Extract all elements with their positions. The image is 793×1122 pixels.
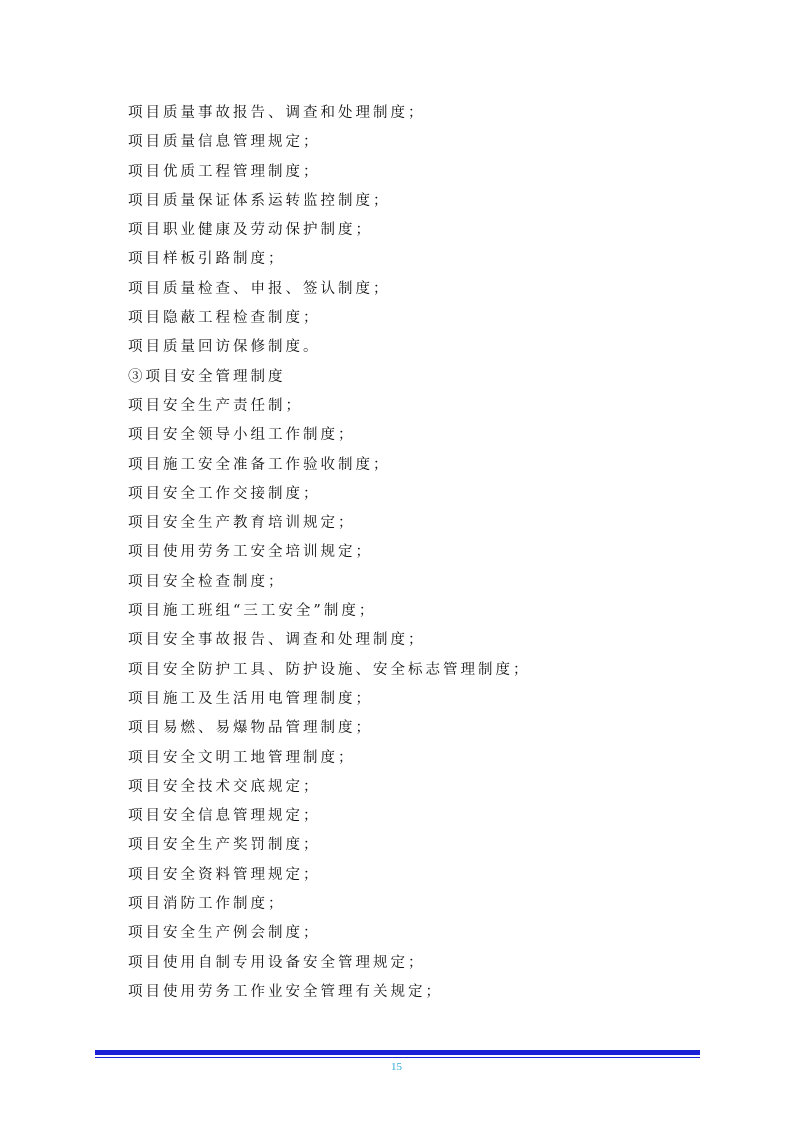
text-line: 项目安全生产教育培训规定； — [128, 515, 356, 532]
text-line: 项目安全信息管理规定； — [128, 808, 321, 825]
text-line: 项目质量事故报告、调查和处理制度； — [128, 105, 426, 121]
text-line: 项目使用劳务工作业安全管理有关规定； — [128, 983, 443, 1000]
text-line: 项目质量检查、申报、签认制度； — [128, 280, 391, 297]
text-line: 项目施工班组“三工安全”制度； — [128, 603, 377, 620]
page-number: 15 — [391, 1061, 402, 1073]
text-line: 项目使用劳务工安全培训规定； — [128, 544, 373, 561]
text-line: 项目施工安全准备工作验收制度； — [128, 456, 391, 473]
section-heading: ③项目安全管理制度 — [128, 368, 286, 385]
text-line: 项目安全工作交接制度； — [128, 485, 321, 502]
text-line: 项目安全文明工地管理制度； — [128, 749, 356, 766]
text-line: 项目安全生产责任制； — [128, 397, 303, 414]
text-line: 项目消防工作制度； — [128, 896, 286, 913]
body-text — [128, 99, 708, 1007]
text-line: 项目安全技术交底规定； — [128, 778, 321, 795]
text-line: 项目安全领导小组工作制度； — [128, 427, 356, 444]
text-line: 项目易燃、易爆物品管理制度； — [128, 720, 373, 737]
text-line: 项目质量信息管理规定； — [128, 134, 321, 151]
text-line: 项目样板引路制度； — [128, 251, 286, 268]
text-line: 项目职业健康及劳动保护制度； — [128, 222, 373, 239]
text-line: 项目安全生产奖罚制度； — [128, 837, 321, 854]
text-line: 项目安全防护工具、防护设施、安全标志管理制度； — [128, 661, 531, 678]
footer-rule — [95, 1050, 700, 1055]
text-line: 项目安全事故报告、调查和处理制度； — [128, 632, 426, 649]
text-line: 项目安全检查制度； — [128, 573, 286, 590]
text-line: 项目使用自制专用设备安全管理规定； — [128, 954, 426, 971]
text-line: 项目隐蔽工程检查制度； — [128, 310, 321, 327]
text-line: 项目质量回访保修制度。 — [128, 339, 321, 356]
text-line: 项目施工及生活用电管理制度； — [128, 690, 373, 707]
text-line: 项目质量保证体系运转监控制度； — [128, 192, 391, 209]
footer-rule-thin — [95, 1057, 700, 1058]
text-line: 项目优质工程管理制度； — [128, 163, 321, 180]
text-line: 项目安全资料管理规定； — [128, 866, 321, 883]
text-line: 项目安全生产例会制度； — [128, 925, 321, 942]
